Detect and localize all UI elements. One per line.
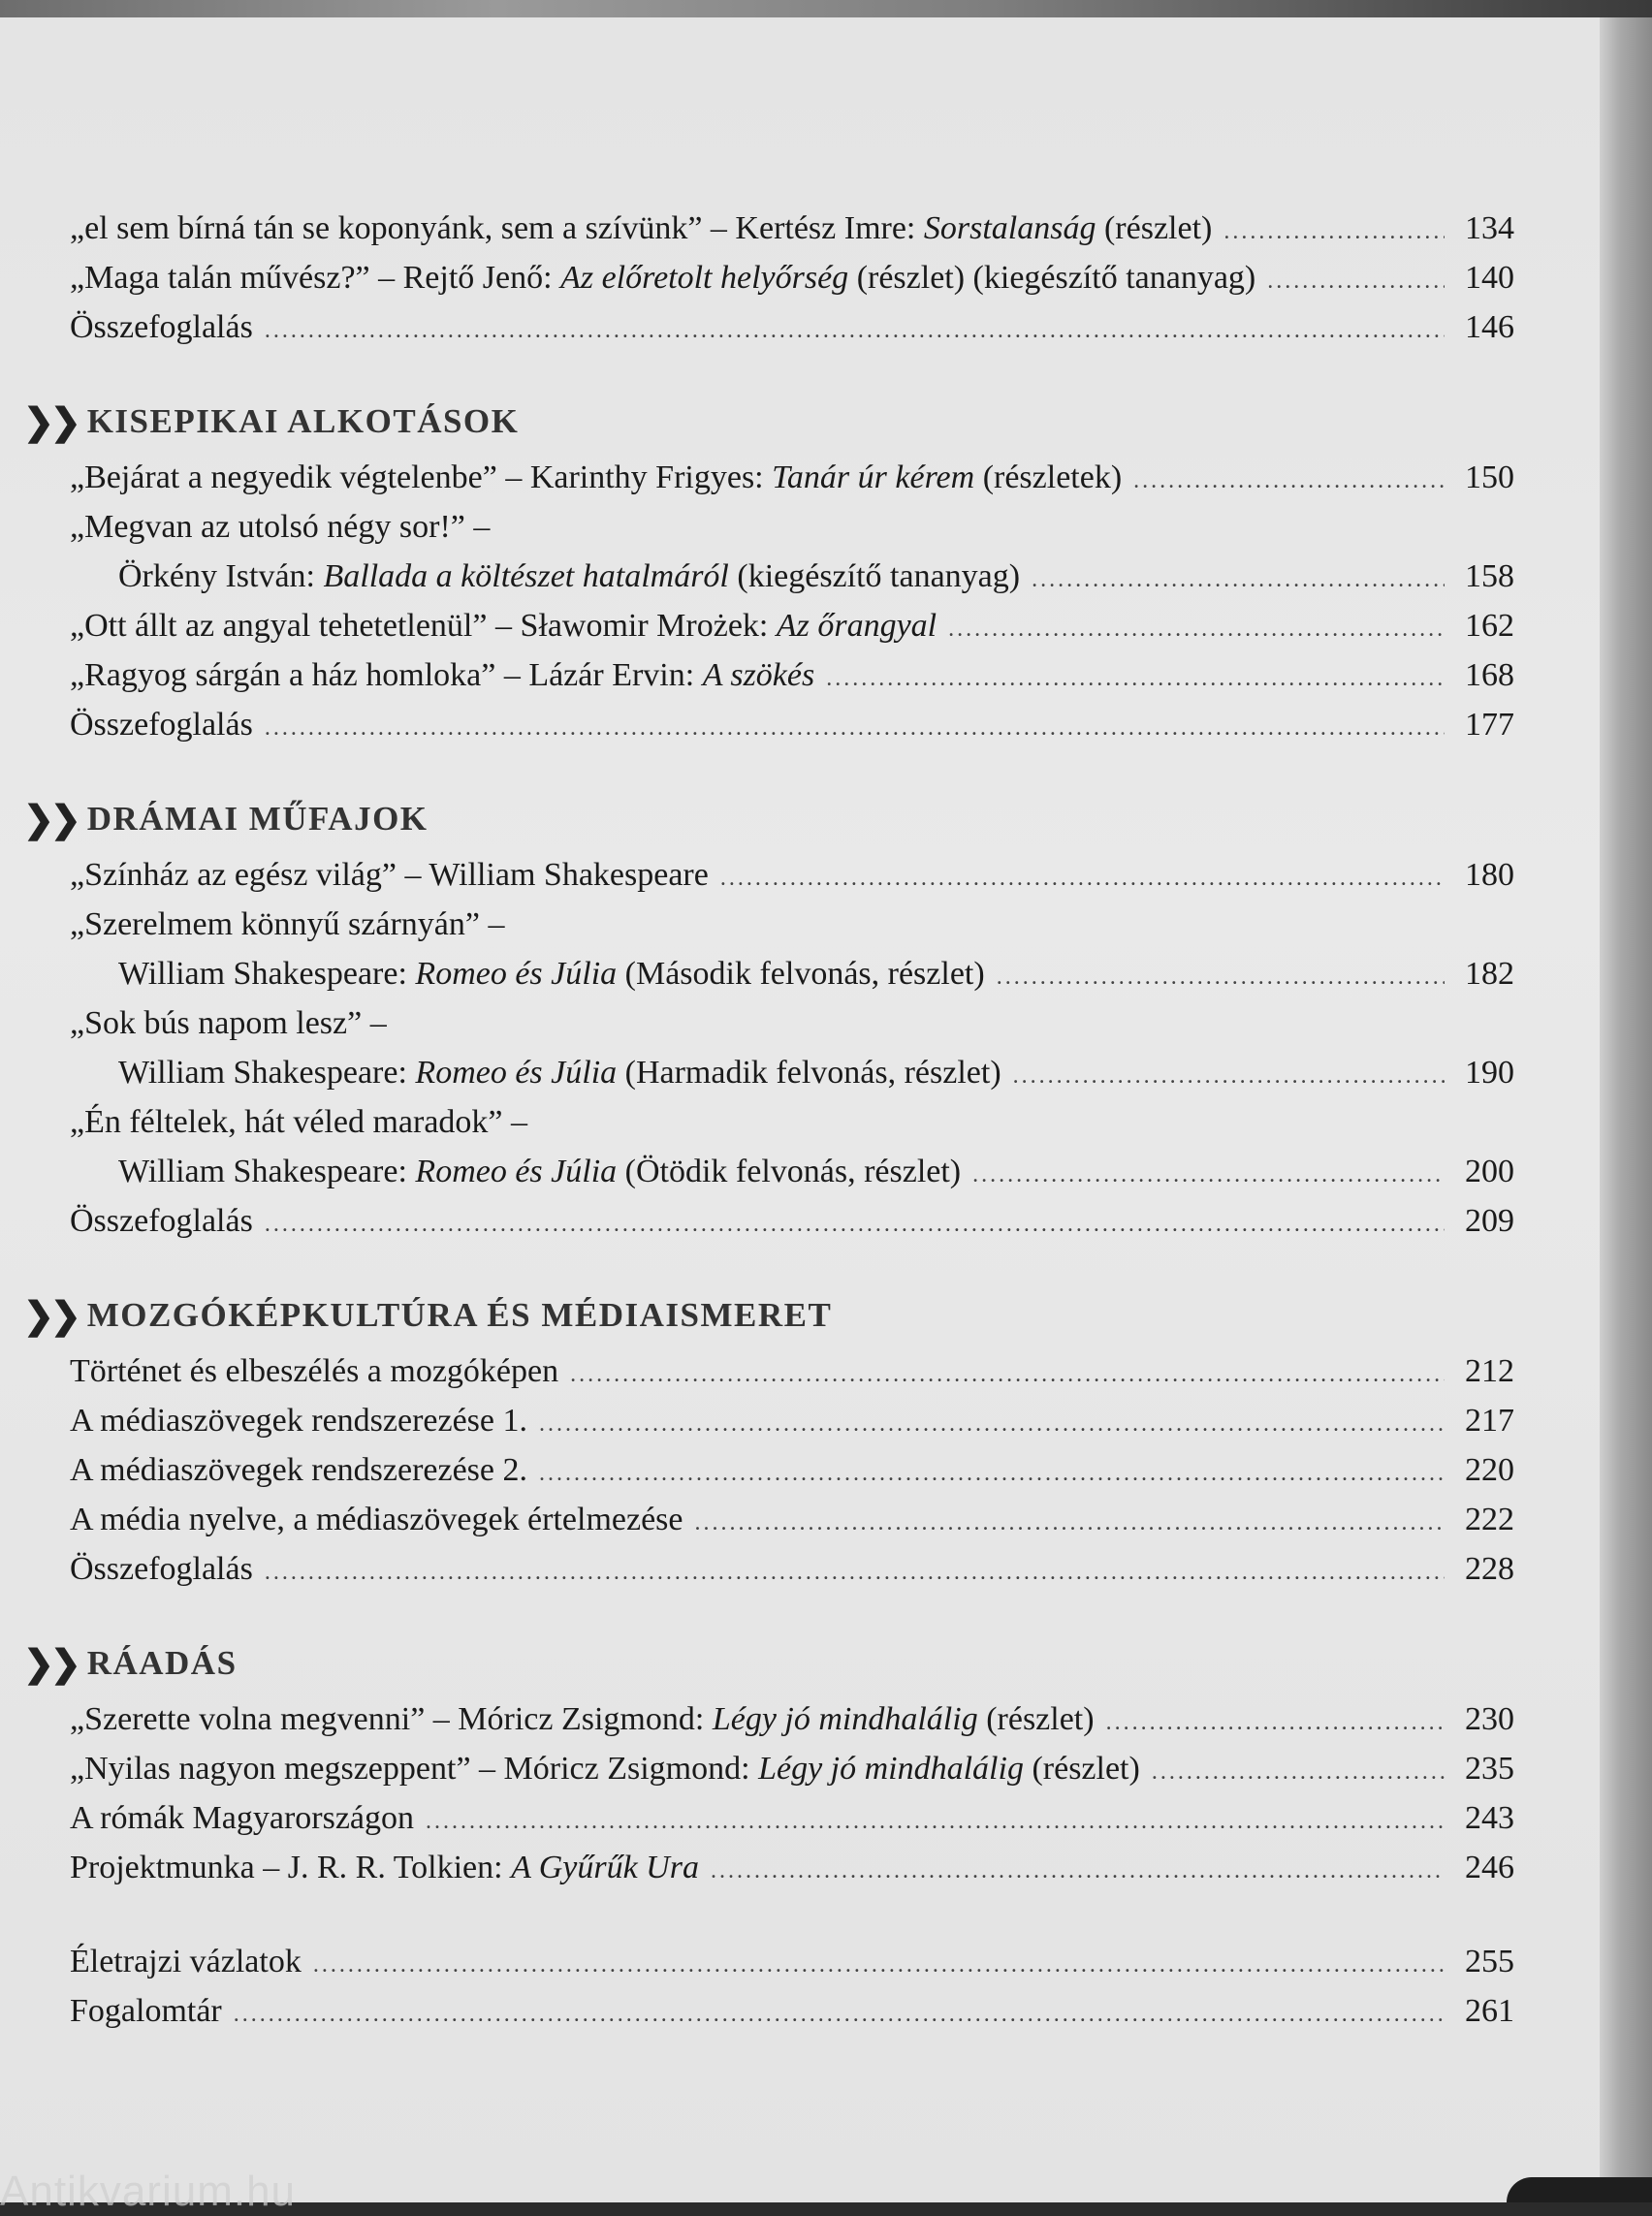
toc-entry[interactable] (70, 1986, 1514, 2036)
leader-dots (720, 854, 1445, 903)
section-title-text: DRÁMAI MŰFAJOK (86, 800, 429, 838)
toc-entry[interactable] (70, 1495, 1514, 1544)
toc-entry-text (70, 1544, 253, 1594)
entry-suffix: (részlet) (977, 1701, 1095, 1737)
leader-dots (1032, 555, 1445, 605)
toc-entry[interactable] (70, 949, 1514, 998)
toc-entry[interactable] (70, 1843, 1514, 1892)
page-number: 162 (1465, 608, 1514, 644)
toc-section (23, 794, 1514, 1246)
entry-suffix: (részlet) (1023, 1751, 1140, 1787)
toc-entry-text (70, 1196, 253, 1246)
toc-entry-text (70, 601, 937, 650)
page-edge (1600, 17, 1652, 2202)
entry-work-title: Ballada a költészet hatalmáról (323, 558, 729, 594)
toc-entry[interactable] (70, 1048, 1514, 1097)
toc-entry-text (70, 1445, 527, 1495)
entry-work-title: Romeo és Júlia (415, 1154, 618, 1189)
entry-prefix: Összefoglalás (70, 1551, 253, 1587)
entry-prefix: „Maga talán művész?” – Rejtő Jenő: (70, 260, 561, 296)
page-number: 200 (1465, 1154, 1514, 1189)
entry-prefix: „Bejárat a negyedik végtelenbe” – Karinthy Frigyes: (70, 459, 773, 495)
entry-suffix: (Harmadik felvonás, részlet) (617, 1055, 1001, 1091)
page-number: 222 (1465, 1502, 1514, 1537)
section-title (23, 1290, 1514, 1341)
entry-prefix: Projektmunka – J. R. R. Tolkien: (70, 1850, 512, 1885)
entry-suffix: (részletek) (974, 459, 1123, 495)
page-number: 228 (1465, 1551, 1514, 1587)
page-number: 261 (1465, 1993, 1514, 2029)
entry-work-title: Légy jó mindhalálig (712, 1701, 978, 1737)
toc-entry[interactable] (70, 700, 1514, 749)
toc-entry-text (70, 204, 1212, 253)
toc-section (70, 204, 1514, 352)
entry-prefix: A médiaszövegek rendszerezése 1. (70, 1403, 527, 1439)
toc-entry[interactable] (70, 650, 1514, 700)
toc-entry[interactable] (70, 253, 1514, 302)
toc-entry-lead: „Megvan az utolsó négy sor!” – (70, 509, 491, 545)
leader-dots (539, 1400, 1445, 1449)
entry-prefix: Fogalomtár (70, 1993, 222, 2029)
entry-prefix: Összefoglalás (70, 1203, 253, 1239)
toc-entry[interactable] (70, 1445, 1514, 1495)
toc-entry-text (70, 650, 814, 700)
entry-prefix: „Színház az egész világ” – William Shakespeare (70, 857, 709, 893)
entry-prefix: A média nyelve, a médiaszövegek értelmezése (70, 1502, 683, 1537)
toc-entry-text (70, 1694, 1095, 1744)
page-number: 182 (1465, 956, 1514, 992)
entry-prefix: „el sem bírná tán se koponyánk, sem a szívünk” – Kertész Imre: (70, 210, 924, 246)
leader-dots (711, 1847, 1445, 1896)
toc-entry[interactable] (70, 1544, 1514, 1594)
leader-dots (265, 1200, 1445, 1250)
toc-entry-text (118, 1048, 1001, 1097)
entry-suffix: (részlet) (kiegészítő tananyag) (848, 260, 1256, 296)
entry-suffix: (Második felvonás, részlet) (617, 956, 985, 992)
leader-dots (1152, 1748, 1445, 1797)
page-number: 246 (1465, 1850, 1514, 1885)
toc-entry-text (70, 453, 1122, 502)
leader-dots (695, 1499, 1446, 1548)
toc-entry-text (70, 1986, 222, 2036)
section-title-text: RÁADÁS (86, 1644, 238, 1682)
toc-entry[interactable] (70, 601, 1514, 650)
leader-dots (426, 1797, 1445, 1847)
entry-prefix: Összefoglalás (70, 309, 253, 345)
page-number: 230 (1465, 1701, 1514, 1737)
entry-prefix: William Shakespeare: (118, 956, 416, 992)
leader-dots (265, 306, 1445, 356)
toc-entry-text (70, 1744, 1140, 1793)
section-title-text: KISEPIKAI ALKOTÁSOK (86, 402, 520, 440)
page-number: 158 (1465, 558, 1514, 594)
leader-dots (539, 1449, 1445, 1499)
leader-dots (234, 1990, 1445, 2040)
double-chevron-icon: ❯❯ (23, 1295, 78, 1337)
leader-dots (265, 704, 1445, 753)
entry-prefix: „Nyilas nagyon megszeppent” – Móricz Zsigmond: (70, 1751, 759, 1787)
entry-prefix: „Ragyog sárgán a ház homloka” – Lázár Ervin: (70, 657, 703, 693)
entry-prefix: A rómák Magyarországon (70, 1800, 415, 1836)
double-chevron-icon: ❯❯ (23, 799, 78, 840)
page-number: 243 (1465, 1800, 1514, 1836)
entry-prefix: Összefoglalás (70, 707, 253, 743)
page-number: 177 (1465, 707, 1514, 743)
entry-prefix: A médiaszövegek rendszerezése 2. (70, 1452, 527, 1488)
toc-section (23, 396, 1514, 749)
toc-entry[interactable] (70, 1396, 1514, 1445)
toc-entry-text (70, 1793, 414, 1843)
toc-entry[interactable] (70, 1744, 1514, 1793)
toc-entry-text (70, 1346, 558, 1396)
entry-prefix: Életrajzi vázlatok (70, 1944, 302, 1979)
entry-work-title: A Gyűrűk Ura (511, 1850, 699, 1885)
toc-entry-text (70, 1843, 699, 1892)
toc-entry[interactable] (70, 302, 1514, 352)
toc-entry-text (70, 302, 253, 352)
entry-work-title: Tanár úr kérem (772, 459, 975, 495)
toc-entry-lead: „Szerelmem könnyű szárnyán” – (70, 906, 505, 942)
page-number: 150 (1465, 459, 1514, 495)
section-title (23, 794, 1514, 844)
leader-dots (313, 1941, 1445, 1990)
leader-dots (1223, 207, 1445, 257)
toc-entry[interactable] (70, 1147, 1514, 1196)
entry-prefix: Történet és elbeszélés a mozgóképen (70, 1353, 559, 1389)
toc-entry[interactable] (70, 1694, 1514, 1744)
page-number: 235 (1465, 1751, 1514, 1787)
leader-dots (570, 1350, 1445, 1400)
leader-dots (997, 953, 1445, 1002)
leader-dots (826, 654, 1445, 704)
entry-work-title: A szökés (702, 657, 815, 693)
toc-entry-lead: „Sok bús napom lesz” – (70, 1005, 387, 1041)
page-number: 140 (1465, 260, 1514, 296)
page-number: 220 (1465, 1452, 1514, 1488)
toc-entry-text (70, 1937, 302, 1986)
entry-work-title: Légy jó mindhalálig (758, 1751, 1024, 1787)
table-of-contents (23, 204, 1514, 2080)
leader-dots (1267, 257, 1445, 306)
toc-entry[interactable] (70, 850, 1514, 900)
entry-work-title: Romeo és Júlia (415, 1055, 618, 1091)
toc-entry[interactable] (70, 1793, 1514, 1843)
entry-work-title: Az előretolt helyőrség (560, 260, 849, 296)
leader-dots (972, 1151, 1445, 1200)
toc-entry-text (118, 1147, 961, 1196)
section-title (23, 1638, 1514, 1689)
entry-prefix: „Ott állt az angyal tehetetlenül” – Sławomir Mrożek: (70, 608, 777, 644)
page-number: 146 (1465, 309, 1514, 345)
double-chevron-icon: ❯❯ (23, 1643, 78, 1685)
toc-entry[interactable] (70, 552, 1514, 601)
toc-entry[interactable] (70, 204, 1514, 253)
toc-entry-text (70, 1495, 683, 1544)
toc-section (23, 1638, 1514, 1892)
corner-tab (1507, 2177, 1652, 2202)
leader-dots (1106, 1698, 1445, 1748)
watermark: Antikvarium.hu (0, 2168, 297, 2215)
page-number: 180 (1465, 857, 1514, 893)
entry-suffix: (Ötödik felvonás, részlet) (617, 1154, 962, 1189)
leader-dots (1013, 1052, 1445, 1101)
page-number: 255 (1465, 1944, 1514, 1979)
section-title-text: MOZGÓKÉPKULTÚRA ÉS MÉDIAISMERET (86, 1296, 833, 1334)
entry-work-title: Sorstalanság (923, 210, 1096, 246)
toc-section (23, 1290, 1514, 1594)
entry-work-title: Az őrangyal (776, 608, 937, 644)
toc-entry-text (70, 1396, 527, 1445)
entry-work-title: Romeo és Júlia (415, 956, 618, 992)
toc-entry-text (70, 700, 253, 749)
toc-entry[interactable] (70, 1937, 1514, 1986)
entry-prefix: „Szerette volna megvenni” – Móricz Zsigmond: (70, 1701, 713, 1737)
entry-prefix: William Shakespeare: (118, 1055, 416, 1091)
toc-entry-text (70, 850, 709, 900)
toc-entry[interactable] (70, 1196, 1514, 1246)
toc-section (70, 1937, 1514, 2036)
toc-entry-text (118, 552, 1020, 601)
toc-entry-text (118, 949, 985, 998)
entry-prefix: Örkény István: (118, 558, 324, 594)
double-chevron-icon: ❯❯ (23, 401, 78, 443)
section-title (23, 396, 1514, 447)
page-number: 212 (1465, 1353, 1514, 1389)
page-number: 168 (1465, 657, 1514, 693)
page-number: 217 (1465, 1403, 1514, 1439)
page-number: 134 (1465, 210, 1514, 246)
toc-entry-lead: „Én féltelek, hát véled maradok” – (70, 1104, 527, 1140)
entry-suffix: (kiegészítő tananyag) (728, 558, 1021, 594)
leader-dots (1133, 457, 1445, 506)
page-number: 190 (1465, 1055, 1514, 1091)
toc-entry[interactable] (70, 453, 1514, 502)
leader-dots (948, 605, 1445, 654)
page-number: 209 (1465, 1203, 1514, 1239)
toc-entry[interactable] (70, 1346, 1514, 1396)
entry-prefix: William Shakespeare: (118, 1154, 416, 1189)
entry-suffix: (részlet) (1096, 210, 1213, 246)
toc-entry-text (70, 253, 1255, 302)
leader-dots (265, 1548, 1445, 1598)
